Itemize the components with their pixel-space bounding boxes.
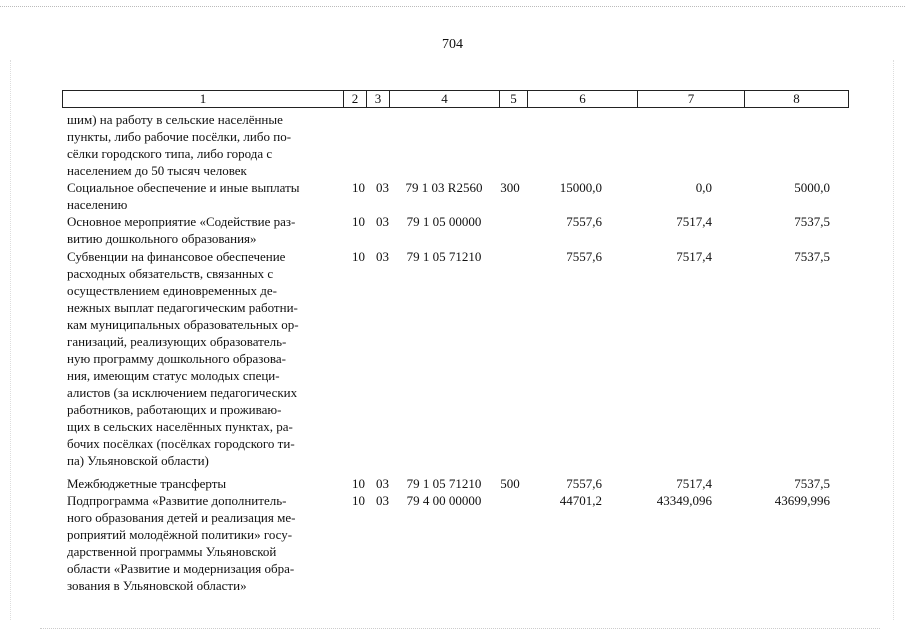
description-line: Межбюджетные трансферты <box>67 476 227 491</box>
row-4-amount-3: 7537,5 <box>794 476 830 491</box>
row-2-amount-1: 7557,6 <box>566 214 602 229</box>
row-4-target-code: 79 1 05 71210 <box>406 476 482 491</box>
description-line: Основное мероприятие «Содействие раз- <box>67 214 296 229</box>
row-2-amount-3: 7537,5 <box>794 214 830 229</box>
scan-border-top <box>0 6 905 8</box>
row-1-target-code: 79 1 03 R2560 <box>405 180 483 195</box>
row-2-target-code: 79 1 05 00000 <box>406 214 482 229</box>
table-row-4-description <box>67 475 341 492</box>
description-line: ния, имеющим статус молодых специ- <box>67 368 280 383</box>
row-5-amount-1: 44701,2 <box>559 493 602 508</box>
table-row-5-description <box>67 492 341 594</box>
row-5-amount-2: 43349,096 <box>656 493 712 508</box>
header-col-5: 5 <box>500 91 528 107</box>
row-5-target-code: 79 4 00 00000 <box>406 493 482 508</box>
description-line: Социальное обеспечение и иные выплаты <box>67 180 300 195</box>
description-line: зования в Ульяновской области» <box>67 578 247 593</box>
description-line: сёлки городского типа, либо города с <box>67 146 273 161</box>
header-col-3: 3 <box>367 91 390 107</box>
row-3-section: 10 <box>352 249 365 264</box>
row-4-subsection: 03 <box>376 476 389 491</box>
row-5-amount-3: 43699,996 <box>774 493 830 508</box>
row-5-subsection: 03 <box>376 493 389 508</box>
row-3-amount-2: 7517,4 <box>676 249 712 264</box>
description-line: шим) на работу в сельские населённые <box>67 112 283 127</box>
description-line: области «Развитие и модернизация обра- <box>67 561 295 576</box>
row-1-expense-type: 300 <box>500 180 520 195</box>
description-line: ганизаций, реализующих образователь- <box>67 334 287 349</box>
header-col-8: 8 <box>793 91 800 106</box>
row-3-amount-1: 7557,6 <box>566 249 602 264</box>
row-2-section: 10 <box>352 214 365 229</box>
description-line: ную программу дошкольного образова- <box>67 351 286 366</box>
table-row-0-description <box>67 111 341 179</box>
row-3-target-code: 79 1 05 71210 <box>406 249 482 264</box>
row-2-amount-2: 7517,4 <box>676 214 712 229</box>
table-row-3-description <box>67 248 341 469</box>
row-2-subsection: 03 <box>376 214 389 229</box>
description-line: кам муниципальных образовательных ор- <box>67 317 299 332</box>
description-line: Подпрограмма «Развитие дополнитель- <box>67 493 287 508</box>
row-1-section: 10 <box>352 180 365 195</box>
description-line: витию дошкольного образования» <box>67 231 257 246</box>
header-col-6: 6 <box>528 91 638 107</box>
description-line: нежных выплат педагогическим работни- <box>67 300 298 315</box>
header-col-2: 2 <box>344 91 367 107</box>
row-1-subsection: 03 <box>376 180 389 195</box>
description-line: дарственной программы Ульяновской <box>67 544 277 559</box>
description-line: расходных обязательств, связанных с <box>67 266 274 281</box>
description-line: осуществлением единовременных де- <box>67 283 278 298</box>
description-line: па) Ульяновской области) <box>67 453 209 468</box>
header-col-7: 7 <box>638 91 745 107</box>
description-line: роприятий молодёжной политики» госу- <box>67 527 293 542</box>
row-4-amount-1: 7557,6 <box>566 476 602 491</box>
description-line: ного образования детей и реализация ме- <box>67 510 296 525</box>
description-line: населению <box>67 197 128 212</box>
description-line: пункты, либо рабочие посёлки, либо по- <box>67 129 292 144</box>
description-line: Субвенции на финансовое обеспечение <box>67 249 286 264</box>
scan-border-bottom <box>40 628 880 630</box>
row-3-subsection: 03 <box>376 249 389 264</box>
scan-border-left <box>10 60 12 620</box>
page-number: 704 <box>442 37 463 52</box>
row-1-amount-1: 15000,0 <box>559 180 602 195</box>
header-col-1: 1 <box>63 91 344 107</box>
row-4-amount-2: 7517,4 <box>676 476 712 491</box>
row-4-section: 10 <box>352 476 365 491</box>
table-header <box>62 90 849 108</box>
header-col-4: 4 <box>390 91 500 107</box>
table-row-2-description <box>67 213 341 247</box>
row-1-amount-3: 5000,0 <box>794 180 830 195</box>
row-3-amount-3: 7537,5 <box>794 249 830 264</box>
description-line: алистов (за исключением педагогических <box>67 385 298 400</box>
row-4-expense-type: 500 <box>500 476 520 491</box>
description-line: работников, работающих и проживаю- <box>67 402 282 417</box>
description-line: щих в сельских населённых пунктах, ра- <box>67 419 293 434</box>
row-5-section: 10 <box>352 493 365 508</box>
scan-border-right <box>893 60 895 620</box>
description-line: бочих посёлках (посёлках городского ти- <box>67 436 295 451</box>
row-1-amount-2: 0,0 <box>695 180 712 195</box>
description-line: населением до 50 тысяч человек <box>67 163 247 178</box>
table-row-1-description <box>67 179 341 213</box>
